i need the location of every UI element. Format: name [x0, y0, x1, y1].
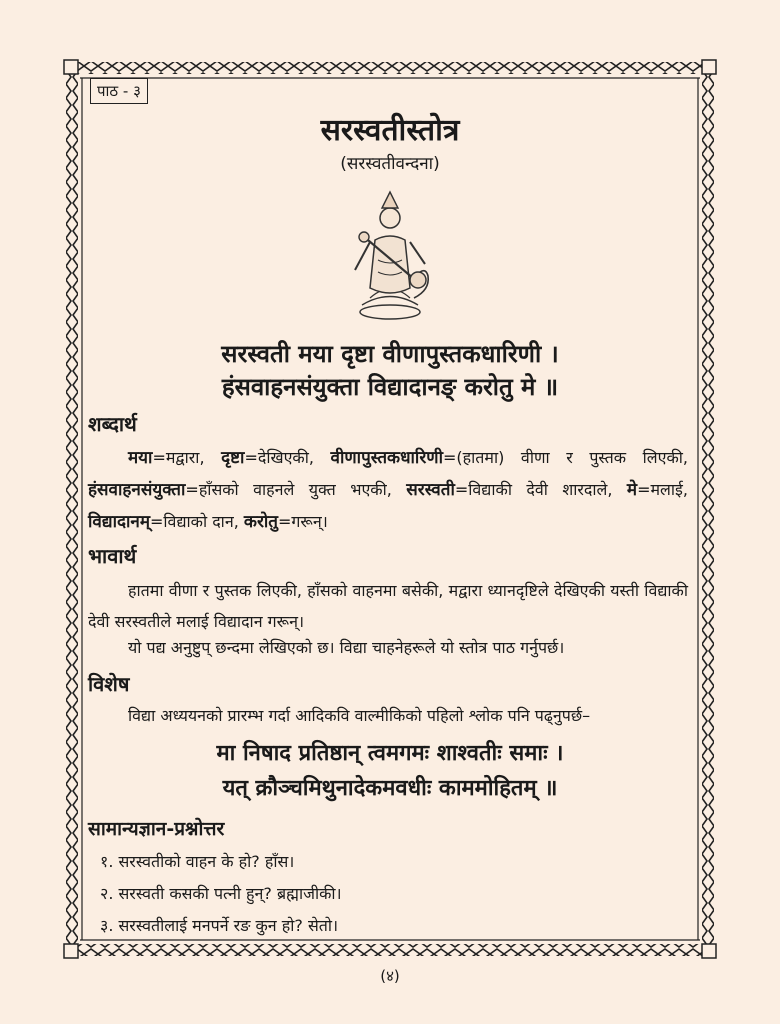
- gloss-meaning: =मद्वारा,: [152, 448, 222, 467]
- gloss-meaning: =मलाई,: [637, 480, 688, 499]
- gloss-meaning: =विद्याकी देवी शारदाले,: [454, 480, 627, 499]
- qa-item: २. सरस्वती कसकी पत्नी हुन्? ब्रह्माजीकी।: [100, 884, 342, 903]
- shloka-line-2: यत् क्रौञ्चमिथुनादेकमवधीः काममोहितम् ॥: [222, 776, 558, 801]
- verse-line-2: हंसवाहनसंयुक्ता विद्यादानङ् करोतु मे ॥: [221, 373, 559, 401]
- gloss-word: मया: [128, 448, 153, 468]
- vishesh-paragraph: विद्या अध्ययनको प्रारम्भ गर्दा आदिकवि वाल्मीकिको पहिलो श्लोक पनि पढ्नुपर्छ–: [128, 706, 591, 725]
- bhavartha-note: यो पद्य अनुष्टुप् छन्दमा लेखिएको छ। विद्या चाहनेहरूले यो स्तोत्र पाठ गर्नुपर्छ।: [128, 638, 565, 657]
- gloss-meaning: =देखिएकी,: [244, 448, 331, 467]
- gloss-meaning: =गरून्।: [278, 512, 328, 531]
- gloss-word: करोतु: [243, 512, 278, 532]
- shloka-line-1: मा निषाद प्रतिष्ठान् त्वमगमः शाश्वतीः समाः ।: [216, 741, 564, 766]
- gloss-meaning: =हाँसको वाहनले युक्त भएकी,: [185, 480, 407, 499]
- section-heading-bhavartha: भावार्थ: [88, 544, 137, 568]
- gloss-word: दृष्टा: [221, 448, 245, 468]
- lesson-tag: पाठ - ३: [90, 78, 148, 104]
- shabdartha-paragraph: [88, 442, 688, 538]
- section-heading-vishesh: विशेष: [88, 672, 130, 696]
- qa-item: ३. सरस्वतीलाई मनपर्ने रङ कुन हो? सेतो।: [100, 916, 339, 935]
- gloss-word: विद्यादानम्: [88, 512, 150, 532]
- gloss-meaning: =(हातमा) वीणा र पुस्तक लिएकी,: [443, 448, 688, 467]
- verse-line-1: सरस्वती मया दृष्टा वीणापुस्तकधारिणी ।: [221, 340, 559, 368]
- gloss-word: मे: [626, 480, 638, 500]
- section-heading-shabdartha: शब्दार्थ: [88, 412, 137, 436]
- saraswati-illustration: [340, 180, 440, 325]
- page-title: सरस्वतीस्तोत्र: [320, 113, 460, 148]
- gloss-word: वीणापुस्तकधारिणी: [330, 448, 443, 468]
- gloss-word: सरस्वती: [406, 480, 455, 500]
- qa-item: १. सरस्वतीको वाहन के हो? हाँस।: [100, 852, 295, 871]
- page-number: (४): [380, 967, 400, 985]
- gloss-meaning: =विद्याको दान,: [150, 512, 244, 531]
- gloss-word: हंसवाहनसंयुक्ता: [88, 480, 186, 500]
- bhavartha-paragraph: हातमा वीणा र पुस्तक लिएकी, हाँसको वाहनमा बसेकी, मद्वारा ध्यानदृष्टिले देखिएकी यस्ती विद्याकी देवी सरस्वतीले मलाई विद्यादान गरून्।: [88, 581, 688, 631]
- section-heading-qa: सामान्यज्ञान-प्रश्नोत्तर: [88, 818, 225, 840]
- page-subtitle: (सरस्वतीवन्दना): [340, 154, 440, 174]
